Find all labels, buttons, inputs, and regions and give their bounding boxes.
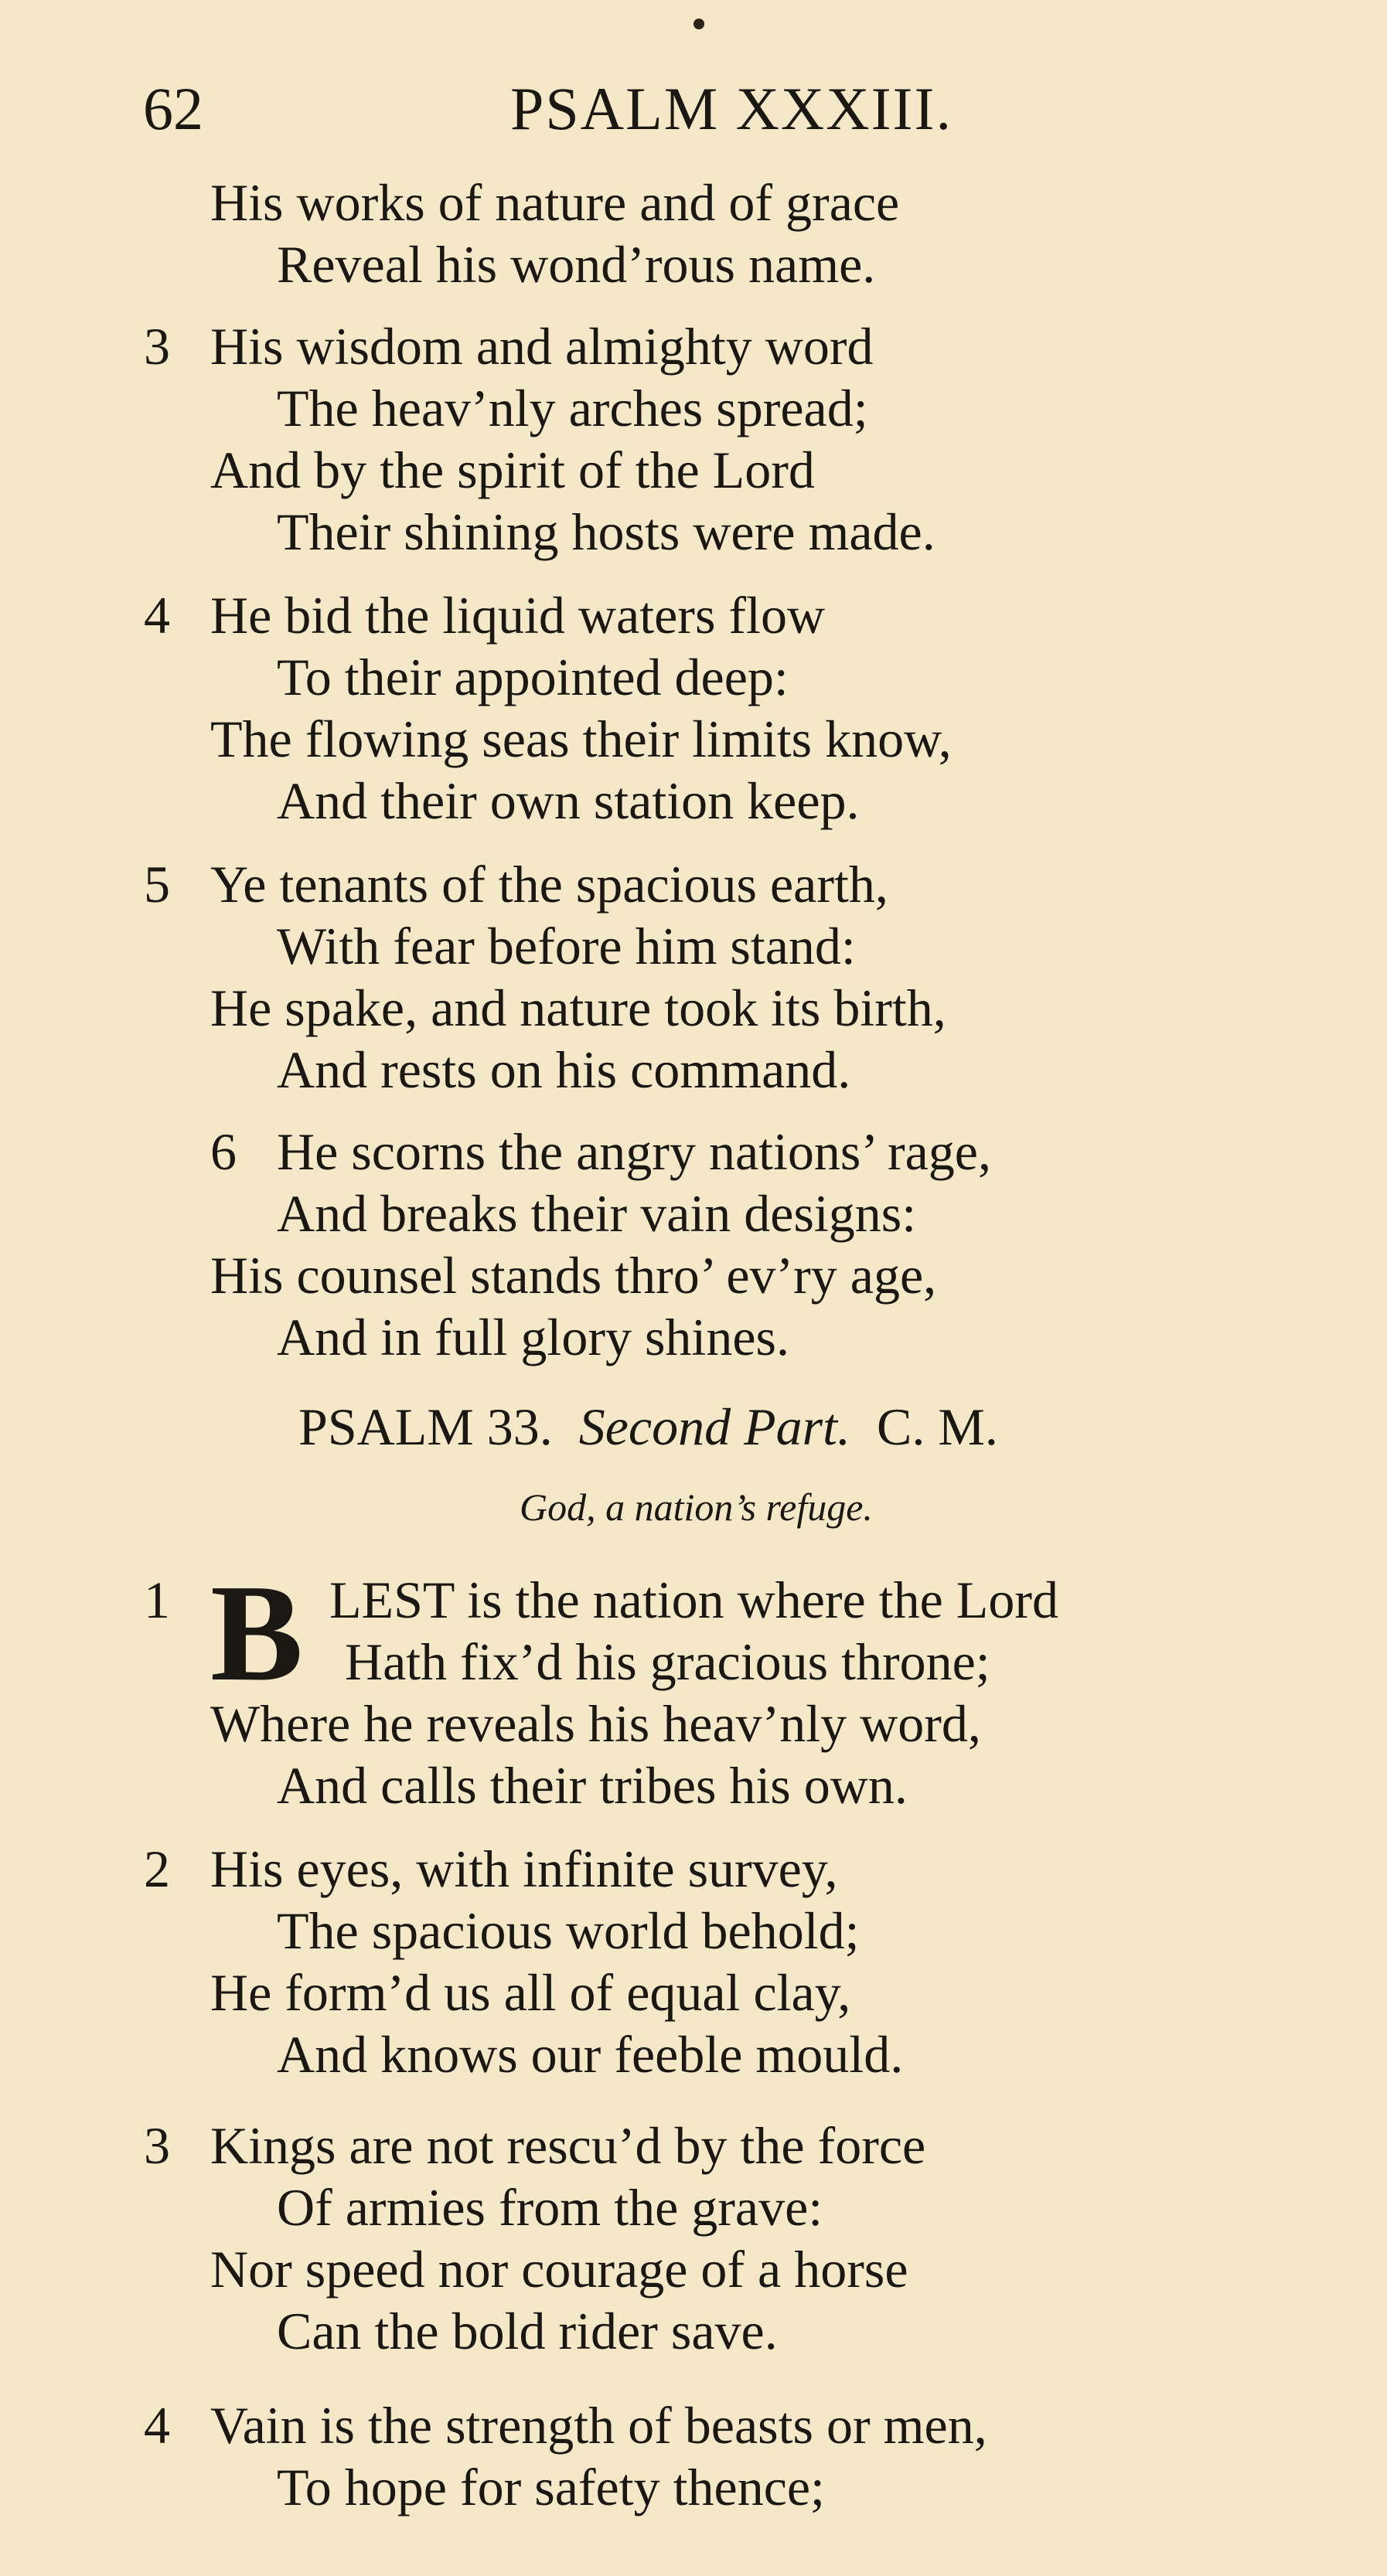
meter-label: C. M. (877, 1397, 998, 1456)
verse-line: He form’d us all of equal clay, (210, 1963, 851, 2022)
verse-line: And their own station keep. (277, 771, 860, 830)
verse-line: Nor speed nor courage of a horse (210, 2240, 908, 2299)
verse-line: He spake, and nature took its birth, (210, 978, 946, 1037)
verse-line: Where he reveals his heav’nly word, (210, 1694, 981, 1753)
drop-cap: B (210, 1556, 304, 1710)
ink-dot (694, 19, 704, 29)
stanza-number: 3 (144, 317, 170, 376)
stanza-number: 5 (144, 855, 170, 914)
verse-line: The heav’nly arches spread; (277, 379, 868, 437)
verse-line: Kings are not rescu’d by the force (210, 2116, 926, 2175)
verse-line: Reveal his wond’rous name. (277, 235, 876, 294)
section-subtitle: God, a nation’s refuge. (520, 1485, 873, 1529)
verse-line: He bid the liquid waters flow (210, 586, 826, 645)
running-title: PSALM XXXIII. (510, 75, 952, 142)
stanza-number: 1 (144, 1570, 170, 1629)
verse-line: LEST is the nation where the Lord (329, 1570, 1058, 1629)
verse-line: The flowing seas their limits know, (210, 710, 952, 768)
verse-line: And in full glory shines. (277, 1308, 789, 1366)
psalm-title: PSALM 33. (298, 1397, 553, 1456)
stanza-number: 3 (144, 2116, 170, 2175)
stanza-number: 6 (210, 1122, 237, 1181)
verse-line: He scorns the angry nations’ rage, (277, 1122, 991, 1181)
verse-line: And calls their tribes his own. (277, 1756, 908, 1815)
verse-line: His wisdom and almighty word (210, 317, 874, 376)
verse-line: To hope for safety thence; (277, 2458, 825, 2516)
verse-line: To their appointed deep: (277, 648, 789, 706)
stanza-number: 4 (144, 2396, 170, 2455)
verse-line: His eyes, with infinite survey, (210, 1839, 838, 1898)
verse-line: His counsel stands thro’ ev’ry age, (210, 1246, 937, 1305)
verse-line: His works of nature and of grace (210, 173, 900, 232)
verse-line: Can the bold rider save. (277, 2302, 778, 2360)
verse-line: With fear before him stand: (277, 917, 856, 975)
part-label: Second Part. (578, 1397, 851, 1456)
section-title (298, 1396, 998, 1458)
verse-line: Of armies from the grave: (277, 2178, 823, 2237)
verse-line: Hath fix’d his gracious throne; (345, 1632, 990, 1691)
verse-line: Vain is the strength of beasts or men, (210, 2396, 987, 2455)
stanza-number: 4 (144, 586, 170, 645)
verse-line: Ye tenants of the spacious earth, (210, 855, 888, 914)
verse-line: And by the spirit of the Lord (210, 441, 815, 499)
verse-line: And breaks their vain designs: (277, 1184, 917, 1243)
verse-line: And knows our feeble mould. (277, 2025, 904, 2084)
verse-line: And rests on his command. (277, 1040, 851, 1099)
page-number: 62 (143, 75, 203, 142)
verse-line: Their shining hosts were made. (277, 502, 935, 561)
page-header (0, 66, 1387, 151)
verse-line: The spacious world behold; (277, 1901, 860, 1960)
stanza-number: 2 (144, 1839, 170, 1898)
